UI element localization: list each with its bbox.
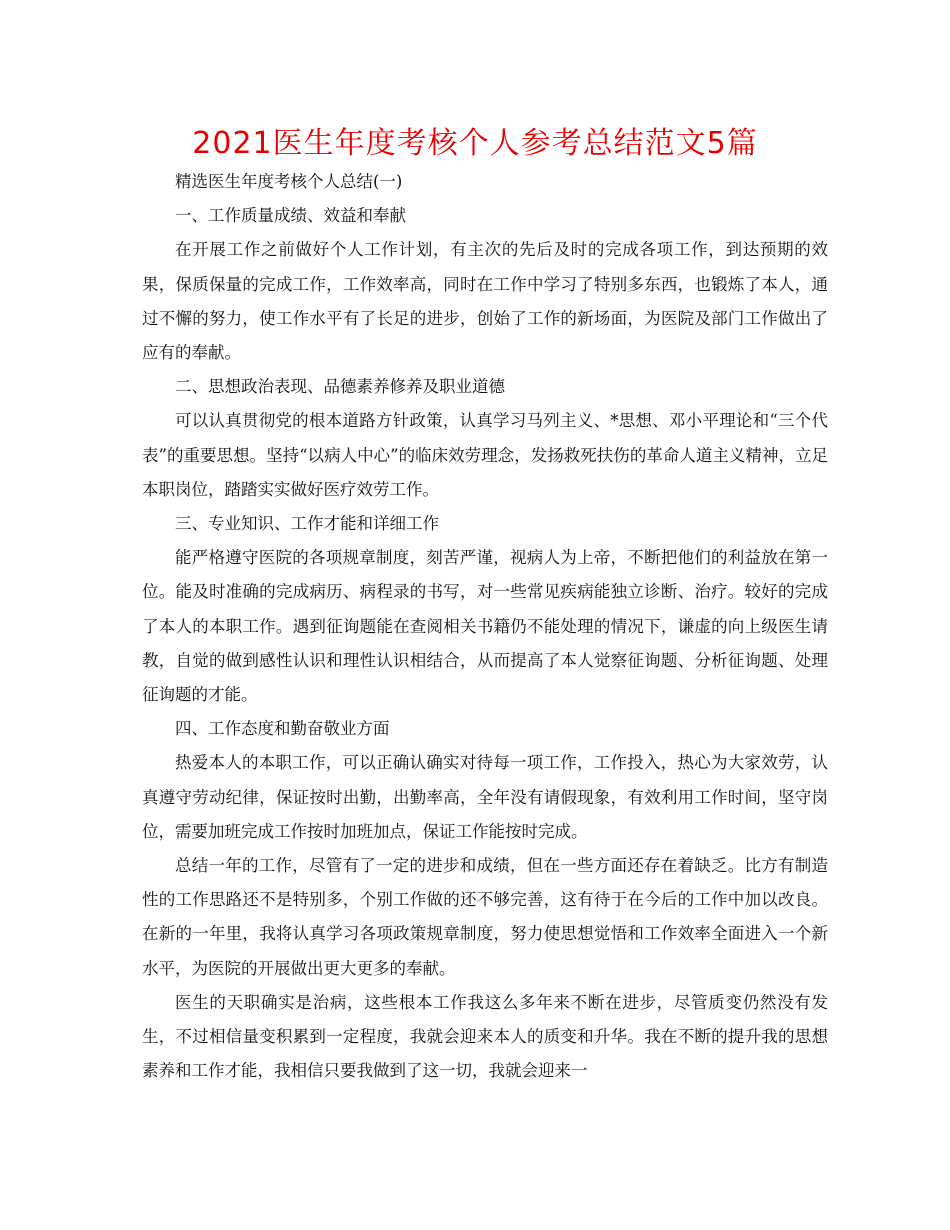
paragraph: 能严格遵守医院的各项规章制度，刻苦严谨，视病人为上帝，不断把他们的利益放在第一位。能及时准确的完成病历、病程录的书写，对一些常见疾病能独立诊断、治疗。较好的完成了本人的本职工作。遇到征询题能在查阅相关书籍仍不能处理的情况下，谦虚的向上级医生请教，自觉的做到感性认识和理性认识相结合，从而提高了本人觉察征询题、分析征询题、处理征询题的才能。 [142, 548, 828, 705]
paragraph: 医生的天职确实是治病，这些根本工作我这么多年来不断在进步，尽管质变仍然没有发生，不过相信量变积累到一定程度，我就会迎来本人的质变和升华。我在不断的提升我的思想素养和工作才能，我相信只要我做到了这一切，我就会迎来一 [142, 992, 828, 1081]
section-heading-3: 三、专业知识、工作才能和详细工作 [175, 514, 439, 534]
subtitle-heading: 精选医生年度考核个人总结(一) [175, 172, 403, 191]
section-heading-1: 一、工作质量成绩、效益和奉献 [175, 206, 406, 226]
document-body [142, 165, 828, 1088]
paragraph: 在开展工作之前做好个人工作计划，有主次的先后及时的完成各项工作，到达预期的效果，保质保量的完成工作，工作效率高，同时在工作中学习了特别多东西，也锻炼了本人，通过不懈的努力，使工作水平有了长足的进步，创始了工作的新场面，为医院及部门工作做出了应有的奉献。 [142, 240, 828, 363]
paragraph: 热爱本人的本职工作，可以正确认确实对待每一项工作，工作投入，热心为大家效劳，认真遵守劳动纪律，保证按时出勤，出勤率高，全年没有请假现象，有效利用工作时间，坚守岗位，需要加班完成工作按时加班加点，保证工作能按时完成。 [142, 753, 828, 841]
section-heading-2: 二、思想政治表现、品德素养修养及职业道德 [175, 377, 505, 397]
paragraph: 总结一年的工作，尽管有了一定的进步和成绩，但在一些方面还存在着缺乏。比方有制造性的工作思路还不是特别多，个别工作做的还不够完善，这有待于在今后的工作中加以改良。在新的一年里，我将认真学习各项政策规章制度，努力使思想觉悟和工作效率全面进入一个新水平，为医院的开展做出更大更多的奉献。 [142, 856, 828, 978]
section-heading-4: 四、工作态度和勤奋敬业方面 [175, 719, 390, 739]
document-title: 2021医生年度考核个人参考总结范文5篇 [192, 126, 758, 161]
paragraph: 可以认真贯彻党的根本道路方针政策，认真学习马列主义、*思想、邓小平理论和“三个代表”的重要思想。坚持“以病人中心”的临床效劳理念，发扬救死扶伤的革命人道主义精神，立足本职岗位，踏踏实实做好医疗效劳工作。 [142, 411, 828, 499]
